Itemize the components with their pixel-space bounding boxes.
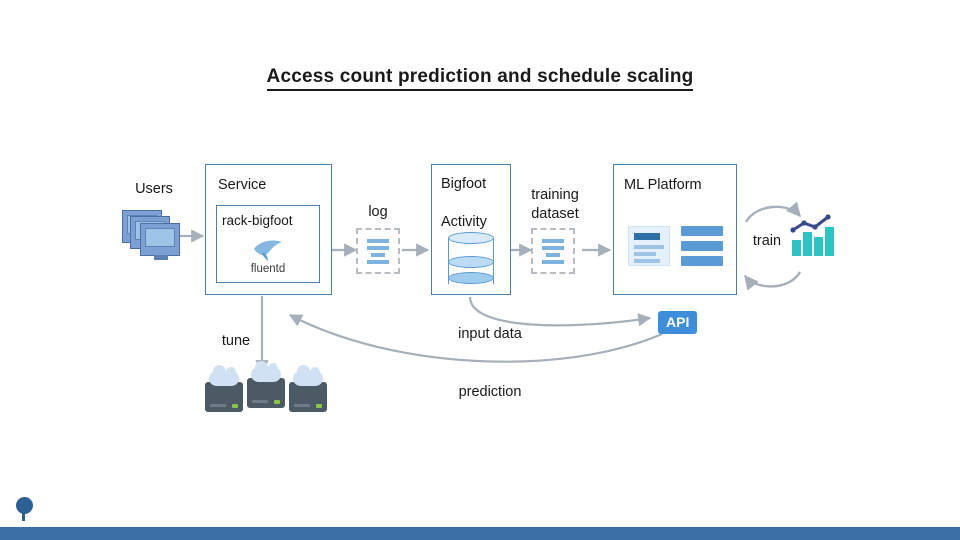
document-card-icon (628, 226, 670, 266)
footer-bar (0, 527, 960, 540)
bars-card-icon (681, 226, 723, 266)
rack-bigfoot-label: rack-bigfoot (222, 213, 293, 228)
train-label: train (752, 233, 782, 249)
page-title (0, 66, 960, 88)
training-dataset-line2: dataset (531, 206, 579, 222)
cloud-servers-icon (205, 378, 330, 414)
training-dataset-label (515, 186, 595, 224)
chart-bars-icon (790, 214, 838, 256)
api-badge[interactable]: API (658, 311, 697, 334)
input-data-label: input data (458, 326, 522, 342)
monitors-icon (122, 210, 186, 262)
tune-label: tune (221, 333, 251, 349)
page-title-text: Access count prediction and schedule scaling (267, 66, 694, 91)
users-label: Users (135, 181, 173, 197)
service-label: Service (218, 177, 267, 193)
fluentd-bird-icon (218, 238, 318, 275)
bigfoot-activity-label: Activity (441, 214, 487, 230)
log-document-dashed-icon (356, 228, 400, 274)
database-cylinder-icon (448, 232, 494, 290)
fluentd-caption: fluentd (250, 263, 286, 275)
prediction-label: prediction (458, 384, 522, 400)
log-label: log (368, 204, 388, 220)
bigfoot-label: Bigfoot (441, 176, 487, 192)
footer-dot-decoration (16, 497, 33, 514)
training-dataset-document-dashed-icon (531, 228, 575, 274)
training-dataset-line1: training (531, 187, 579, 203)
ml-platform-label: ML Platform (624, 177, 702, 193)
